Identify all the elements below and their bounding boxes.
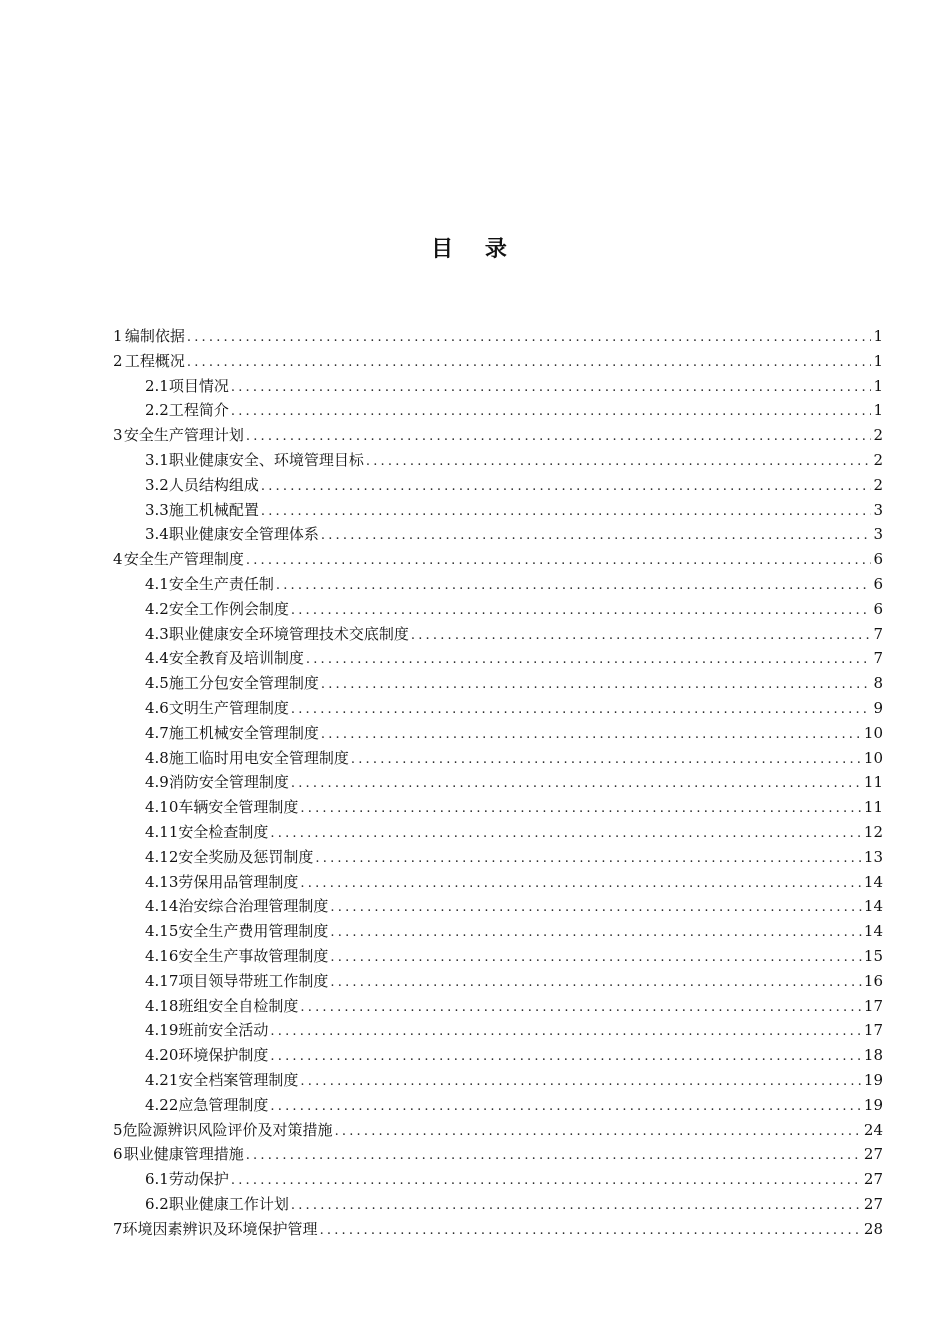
- toc-entry[interactable]: [113, 994, 883, 1019]
- toc-entry-page: 1: [873, 376, 883, 395]
- toc-dot-leader: [246, 1144, 862, 1167]
- toc-entry-page: 17: [863, 1021, 883, 1040]
- toc-entry[interactable]: [113, 721, 883, 746]
- toc-dot-leader: [270, 1095, 861, 1118]
- toc-entry-page: 1: [873, 351, 883, 370]
- toc-dot-leader: [351, 748, 862, 771]
- toc-entry[interactable]: [113, 1167, 883, 1192]
- toc-entry-number: 4.17: [145, 971, 179, 990]
- toc-entry-number: 4.10: [145, 798, 179, 817]
- toc-dot-leader: [291, 599, 872, 622]
- toc-entry-label: 职业健康管理措施: [123, 1145, 244, 1164]
- toc-entry[interactable]: [113, 1093, 883, 1118]
- toc-entry-page: 17: [863, 996, 883, 1015]
- toc-entry-label: 工程简介: [168, 401, 229, 420]
- page-title: 目 录: [431, 236, 519, 262]
- toc-dot-leader: [321, 524, 872, 547]
- toc-entry-label: 安全档案管理制度: [178, 1070, 299, 1089]
- toc-entry-label: 消防安全管理制度: [168, 773, 289, 792]
- toc-entry-label: 安全奖励及惩罚制度: [178, 847, 314, 866]
- toc-entry[interactable]: [113, 597, 883, 622]
- toc-entry-page: 18: [863, 1046, 883, 1065]
- toc-entry[interactable]: [113, 349, 883, 374]
- toc-entry-label: 职业健康安全管理体系: [168, 525, 319, 544]
- toc-entry[interactable]: [113, 498, 883, 523]
- toc-entry-page: 19: [863, 1070, 883, 1089]
- toc-entry-number: 4.18: [145, 996, 179, 1015]
- toc-dot-leader: [291, 698, 872, 721]
- toc-entry-label: 项目领导带班工作制度: [178, 971, 329, 990]
- toc-entry-number: 3.3: [145, 500, 169, 519]
- toc-entry-label: 环境因素辨识及环境保护管理: [122, 1219, 318, 1238]
- toc-entry-label: 项目情况: [168, 376, 229, 395]
- toc-entry[interactable]: [113, 919, 883, 944]
- toc-entry-label: 治安综合治理管理制度: [178, 897, 329, 916]
- toc-entry-number: 4.9: [145, 773, 169, 792]
- toc-entry-number: 3.4: [145, 525, 169, 544]
- toc-entry-label: 安全生产事故管理制度: [178, 946, 329, 965]
- toc-entry-number: 5: [113, 1120, 123, 1139]
- toc-entry-label: 车辆安全管理制度: [178, 798, 299, 817]
- toc-entry-label: 安全检查制度: [178, 822, 269, 841]
- toc-dot-leader: [231, 376, 872, 399]
- toc-entry-label: 安全工作例会制度: [168, 599, 289, 618]
- toc-entry-page: 16: [863, 971, 883, 990]
- toc-entry-label: 安全教育及培训制度: [168, 649, 304, 668]
- toc-entry-page: 1: [873, 401, 883, 420]
- toc-dot-leader: [291, 772, 862, 795]
- toc-entry-label: 应急管理制度: [178, 1095, 269, 1114]
- toc-entry-label: 编制依据: [124, 327, 185, 345]
- toc-entry-page: 27: [863, 1145, 883, 1164]
- toc-entry-number: 2.2: [145, 401, 169, 420]
- toc-entry[interactable]: [113, 1192, 883, 1217]
- toc-dot-leader: [270, 1020, 861, 1043]
- toc-dot-leader: [300, 797, 861, 820]
- toc-entry-number: 6: [113, 1145, 123, 1164]
- toc-entry[interactable]: [113, 324, 883, 349]
- toc-entry-page: 24: [863, 1120, 883, 1139]
- toc-entry-number: 4.3: [145, 624, 169, 643]
- toc-entry-page: 27: [863, 1194, 883, 1213]
- toc-entry-label: 职业健康工作计划: [168, 1194, 289, 1213]
- toc-entry[interactable]: [113, 894, 883, 919]
- toc-entry-number: 4.13: [145, 872, 179, 891]
- toc-entry-page: 2: [873, 450, 883, 469]
- toc-entry-label: 劳保用品管理制度: [178, 872, 299, 891]
- toc-entry-label: 职业健康安全环境管理技术交底制度: [168, 624, 409, 643]
- toc-entry-number: 4.16: [145, 946, 179, 965]
- toc-dot-leader: [321, 673, 872, 696]
- toc-entry-number: 4.12: [145, 847, 179, 866]
- toc-entry-page: 2: [873, 426, 883, 445]
- toc-entry-label: 安全生产费用管理制度: [178, 922, 329, 941]
- table-of-contents: [113, 324, 883, 1241]
- toc-entry-page: 3: [873, 500, 883, 519]
- toc-dot-leader: [270, 1045, 861, 1068]
- toc-entry-number: 4.8: [145, 748, 169, 767]
- toc-entry[interactable]: [113, 845, 883, 870]
- toc-dot-leader: [187, 326, 872, 349]
- toc-entry-number: 4.14: [145, 897, 179, 916]
- toc-entry-number: 4.15: [145, 922, 179, 941]
- toc-entry-number: 7: [113, 1219, 123, 1238]
- toc-entry[interactable]: [113, 398, 883, 423]
- toc-entry-page: 6: [873, 574, 883, 593]
- toc-entry[interactable]: [113, 423, 883, 448]
- toc-entry-number: 4: [113, 550, 123, 569]
- toc-entry-page: 28: [863, 1219, 883, 1238]
- toc-entry[interactable]: [113, 696, 883, 721]
- toc-entry[interactable]: [113, 671, 883, 696]
- toc-entry[interactable]: [113, 547, 883, 572]
- toc-dot-leader: [320, 1219, 862, 1242]
- toc-entry[interactable]: [113, 374, 883, 399]
- toc-entry-page: 14: [863, 922, 883, 941]
- toc-entry-page: 6: [873, 599, 883, 618]
- toc-entry-number: 6.1: [145, 1170, 169, 1189]
- toc-entry-label: 施工机械配置: [168, 500, 259, 519]
- toc-dot-leader: [306, 648, 872, 671]
- toc-dot-leader: [330, 971, 861, 994]
- toc-entry-label: 安全生产管理制度: [123, 550, 244, 569]
- toc-entry-page: 10: [863, 723, 883, 742]
- toc-dot-leader: [411, 624, 872, 647]
- toc-dot-leader: [330, 896, 861, 919]
- toc-entry-label: 劳动保护: [168, 1170, 229, 1189]
- toc-entry[interactable]: [113, 1118, 883, 1143]
- toc-entry[interactable]: [113, 1043, 883, 1068]
- toc-entry[interactable]: [113, 870, 883, 895]
- toc-entry[interactable]: [113, 1142, 883, 1167]
- toc-entry-page: 13: [863, 847, 883, 866]
- toc-entry[interactable]: [113, 795, 883, 820]
- toc-entry-number: 4.22: [145, 1095, 179, 1114]
- toc-entry-label: 工程概况: [124, 351, 185, 370]
- toc-dot-leader: [246, 425, 872, 448]
- toc-entry-page: 7: [873, 624, 883, 643]
- toc-entry-label: 施工分包安全管理制度: [168, 674, 319, 693]
- toc-entry-page: 10: [863, 748, 883, 767]
- toc-entry[interactable]: [113, 1018, 883, 1043]
- toc-entry-page: 2: [873, 475, 883, 494]
- toc-entry[interactable]: [113, 572, 883, 597]
- toc-entry-number: 2.1: [145, 376, 169, 395]
- toc-entry-number: 4.19: [145, 1021, 179, 1040]
- toc-entry-label: 文明生产管理制度: [168, 698, 289, 717]
- toc-entry-number: 4.5: [145, 674, 169, 693]
- toc-entry-number: 4.11: [145, 822, 179, 841]
- toc-dot-leader: [270, 822, 861, 845]
- toc-entry-page: 9: [873, 698, 883, 717]
- toc-entry[interactable]: [113, 448, 883, 473]
- toc-dot-leader: [321, 723, 862, 746]
- toc-entry[interactable]: [113, 1217, 883, 1242]
- toc-entry-number: 3: [113, 426, 123, 445]
- toc-entry[interactable]: [113, 746, 883, 771]
- toc-dot-leader: [187, 351, 872, 374]
- toc-entry-page: 3: [873, 525, 883, 544]
- toc-entry-label: 班前安全活动: [178, 1021, 269, 1040]
- toc-entry[interactable]: [113, 969, 883, 994]
- toc-entry-number: 3.2: [145, 475, 169, 494]
- toc-dot-leader: [315, 847, 861, 870]
- toc-entry-number: 4.21: [145, 1070, 179, 1089]
- toc-dot-leader: [246, 549, 872, 572]
- toc-dot-leader: [231, 400, 872, 423]
- toc-dot-leader: [261, 500, 872, 523]
- toc-entry[interactable]: [113, 522, 883, 547]
- toc-entry-number: 4.7: [145, 723, 169, 742]
- toc-entry-label: 施工临时用电安全管理制度: [168, 748, 349, 767]
- toc-entry-page: 11: [863, 798, 883, 817]
- toc-entry-label: 班组安全自检制度: [178, 996, 299, 1015]
- toc-dot-leader: [300, 996, 861, 1019]
- toc-entry-label: 危险源辨识风险评价及对策措施: [122, 1120, 333, 1139]
- toc-dot-leader: [366, 450, 872, 473]
- toc-entry-page: 19: [863, 1095, 883, 1114]
- toc-dot-leader: [300, 872, 861, 895]
- toc-entry[interactable]: [113, 820, 883, 845]
- toc-entry-page: 1: [873, 327, 883, 345]
- toc-entry[interactable]: [113, 944, 883, 969]
- toc-entry-number: 6.2: [145, 1194, 169, 1213]
- toc-entry-label: 施工机械安全管理制度: [168, 723, 319, 742]
- toc-entry-page: 12: [863, 822, 883, 841]
- toc-entry-number: 3.1: [145, 450, 169, 469]
- toc-entry[interactable]: [113, 770, 883, 795]
- toc-dot-leader: [261, 475, 872, 498]
- toc-entry-label: 安全生产管理计划: [123, 426, 244, 445]
- toc-entry-page: 11: [863, 773, 883, 792]
- toc-entry-page: 6: [873, 550, 883, 569]
- toc-entry-number: 4.2: [145, 599, 169, 618]
- toc-entry[interactable]: [113, 622, 883, 647]
- toc-entry-number: 1: [113, 327, 123, 345]
- toc-dot-leader: [276, 574, 872, 597]
- toc-dot-leader: [330, 946, 861, 969]
- toc-entry-page: 14: [863, 897, 883, 916]
- toc-dot-leader: [291, 1194, 862, 1217]
- toc-dot-leader: [231, 1169, 862, 1192]
- toc-entry-page: 27: [863, 1170, 883, 1189]
- toc-entry-label: 安全生产责任制: [168, 574, 274, 593]
- toc-dot-leader: [300, 1070, 861, 1093]
- toc-dot-leader: [330, 921, 861, 944]
- toc-entry-page: 8: [873, 674, 883, 693]
- toc-entry-label: 环境保护制度: [178, 1046, 269, 1065]
- toc-entry[interactable]: [113, 1068, 883, 1093]
- toc-entry-number: 2: [113, 351, 123, 370]
- toc-entry[interactable]: [113, 473, 883, 498]
- toc-entry-page: 7: [873, 649, 883, 668]
- toc-entry-number: 4.6: [145, 698, 169, 717]
- toc-entry[interactable]: [113, 646, 883, 671]
- toc-entry-label: 人员结构组成: [168, 475, 259, 494]
- toc-entry-page: 14: [863, 872, 883, 891]
- toc-entry-page: 15: [863, 946, 883, 965]
- toc-entry-label: 职业健康安全、环境管理目标: [168, 450, 364, 469]
- toc-dot-leader: [335, 1120, 862, 1143]
- toc-entry-number: 4.4: [145, 649, 169, 668]
- toc-entry-number: 4.1: [145, 574, 169, 593]
- toc-entry-number: 4.20: [145, 1046, 179, 1065]
